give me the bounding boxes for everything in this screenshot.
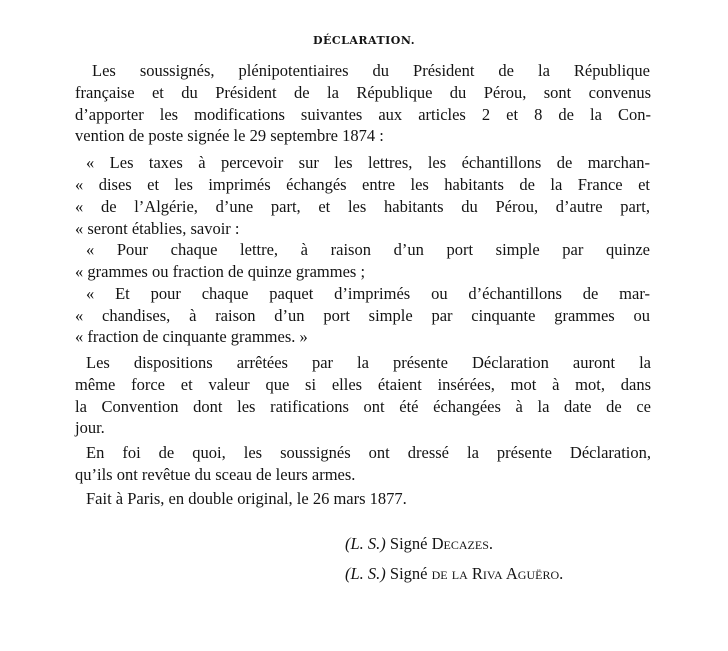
para1-line-1-text: Les soussignés, plénipotentiaires du Président de la République bbox=[92, 61, 650, 80]
quote-line-5: « Pour chaque lettre, à raison d’un port simple par quinze bbox=[86, 240, 650, 259]
signed-prefix-1: Signé bbox=[389, 534, 428, 553]
seal-label-2: (L. S.) bbox=[345, 564, 386, 583]
signature-riva-aguero bbox=[345, 563, 563, 585]
para2-line-2: même force et valeur que si elles étaient insérées, mot à mot, dans bbox=[75, 375, 651, 394]
quote-line-3: « de l’Algérie, d’une part, et les habitants du Pérou, d’autre part, bbox=[75, 197, 650, 216]
quote-line-9: « fraction de cinquante grammes. » bbox=[75, 327, 308, 346]
para2-line-4: jour. bbox=[75, 418, 105, 437]
seal-label-1: (L. S.) bbox=[345, 534, 386, 553]
quote-line-2: « dises et les imprimés échangés entre les habitants de la France et bbox=[75, 175, 650, 194]
para2-line-3: la Convention dont les ratifications ont été échangées à la date de ce bbox=[75, 397, 651, 416]
signatory-name-1: Decazes. bbox=[431, 534, 494, 553]
para1-line-2: française et du Président de la République du Pérou, sont convenus bbox=[75, 83, 651, 102]
para1-line-1 bbox=[92, 60, 650, 82]
quote-line-8: « chandises, à raison d’un port simple par cinquante grammes ou bbox=[75, 306, 650, 325]
para1-line-3: d’apporter les modifications suivantes aux articles 2 et 8 de la Con- bbox=[75, 105, 651, 124]
quote-line-7: « Et pour chaque paquet d’imprimés ou d’échantillons de mar- bbox=[86, 284, 650, 303]
quote-line-4: « seront établies, savoir : bbox=[75, 219, 240, 238]
para3-line-1: En foi de quoi, les soussignés ont dressé la présente Déclaration, bbox=[86, 443, 651, 462]
signatory-name-2: de la Riva Aguëro. bbox=[431, 564, 564, 583]
para4-line: Fait à Paris, en double original, le 26 mars 1877. bbox=[86, 489, 407, 508]
declaration-heading: DÉCLARATION. bbox=[312, 34, 416, 47]
quote-line-1: « Les taxes à percevoir sur les lettres, les échantillons de marchan- bbox=[86, 153, 650, 172]
signature-decazes bbox=[345, 533, 493, 555]
para2-line-1: Les dispositions arrêtées par la présente Déclaration auront la bbox=[86, 353, 651, 372]
para1-line-4: vention de poste signée le 29 septembre 1874 : bbox=[75, 126, 384, 145]
quote-line-6: « grammes ou fraction de quinze grammes ; bbox=[75, 262, 366, 281]
signed-prefix-2: Signé bbox=[389, 564, 428, 583]
para3-line-2: qu’ils ont revêtue du sceau de leurs armes. bbox=[75, 465, 356, 484]
